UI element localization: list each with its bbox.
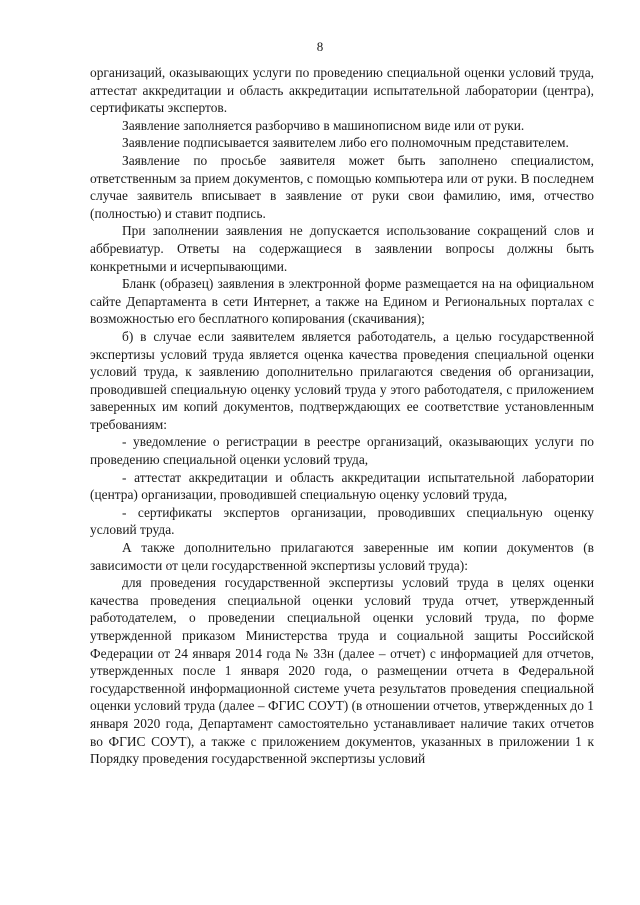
paragraph: При заполнении заявления не допускается использование сокращений слов и аббревиатур. Ответы на содержащиеся в заявлении вопросы должны быть конкретными и исчерпывающими. [90, 223, 594, 274]
paragraph: Заявление заполняется разборчиво в машинописном виде или от руки. [122, 117, 525, 133]
paragraph: для проведения государственной экспертизы условий труда в целях оценки качества проведения специальной оценки условий труда отчет, утвержденный работодателем, о проведении специальной оценки условий труда, по форме утвержденной приказом Министерства труда и социальной защиты Российской Федерации от 24 января 2014 года № 33н (далее – отчет) с информацией для отчетов, утвержденных после 1 января 2020 года, о размещении отчета в Федеральной государственной информационной системе учета результатов проведения специальной оценки условий труда (далее – ФГИС СОУТ) (в отношении отчетов, утвержденных до 1 января 2020 года, Департамент самостоятельно устанавливает наличие таких отчетов во ФГИС СОУТ), а также с приложением документов, указанных в приложении 1 к Порядку проведения государственной экспертизы условий [90, 575, 594, 767]
paragraph: Бланк (образец) заявления в электронной форме размещается на на официальном сайте Департамента в сети Интернет, а также на Едином и Региональных порталах с возможностью его бесплатного копирования (скачивания); [90, 276, 594, 327]
paragraph: - сертификаты экспертов организации, проводивших специальную оценку условий труда. [90, 504, 594, 538]
paragraph: Заявление по просьбе заявителя может быть заполнено специалистом, ответственным за прием документов, с помощью компьютера или от руки. В последнем случае заявитель вписывает в заявление от руки свои фамилию, имя, отчество (полностью) и ставит подпись. [90, 152, 594, 221]
page-number: 8 [316, 39, 324, 54]
paragraph: б) в случае если заявителем является работодатель, а целью государственной экспертизы условий труда является оценка качества проведения специальной оценки условий труда, к заявлению дополнительно прилагаются сведения об организации, проводившей специальную оценку условий труда у этого работодателя, с приложением заверенных им копий документов, подтверждающих ее соответствие установленным требованиям: [90, 328, 594, 432]
paragraph: - аттестат аккредитации и область аккредитации испытательной лаборатории (центра) организации, проводившей специальную оценку условий труда, [90, 469, 594, 503]
paragraph: А также дополнительно прилагаются заверенные им копии документов (в зависимости от цели государственной экспертизы условий труда): [90, 540, 594, 573]
document-body [90, 64, 594, 768]
paragraph: Заявление подписывается заявителем либо его полномочным представителем. [122, 135, 569, 151]
paragraph: организаций, оказывающих услуги по проведению специальной оценки условий труда, аттестат аккредитации и область аккредитации испытательной лаборатории (центра), сертификаты экспертов. [90, 65, 594, 116]
paragraph: - уведомление о регистрации в реестре организаций, оказывающих услуги по проведению специальной оценки условий труда, [90, 434, 594, 468]
